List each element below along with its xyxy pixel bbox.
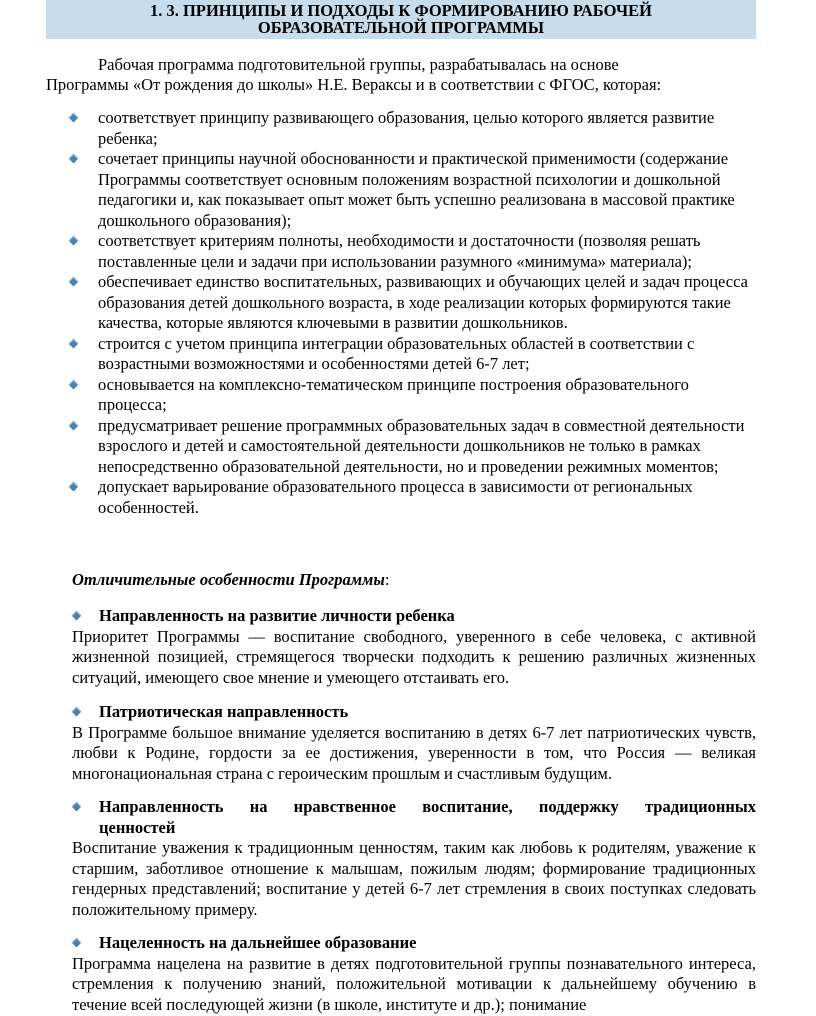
intro-line1: Рабочая программа подготовительной группы, разрабатывалась на основе xyxy=(98,55,619,74)
list-item xyxy=(70,108,758,149)
feature-heading xyxy=(72,606,756,627)
feature-heading xyxy=(72,702,756,723)
feature-heading xyxy=(72,933,756,954)
diamond-bullet-icon xyxy=(69,277,79,287)
principles-list xyxy=(70,108,758,518)
list-item xyxy=(70,334,758,375)
intro-paragraph xyxy=(46,55,758,95)
list-item-text: соответствует критериям полноты, необходимости и достаточности (позволяя решать поставленные цели и задачи при использовании разумного «минимума» материала); xyxy=(98,231,701,271)
diamond-bullet-icon xyxy=(69,482,79,492)
diamond-bullet-icon xyxy=(69,338,79,348)
diamond-bullet-icon xyxy=(69,420,79,430)
list-item-text: строится с учетом принципа интеграции образовательных областей в соответствии с возрастными возможностями и особенностями детей 6-7 лет; xyxy=(98,333,695,373)
features-title-text: Отличительные особенности Программы xyxy=(72,570,385,589)
section-header-line2: ОБРАЗОВАТЕЛЬНОЙ ПРОГРАММЫ xyxy=(257,18,545,37)
diamond-bullet-icon xyxy=(69,236,79,246)
feature-section xyxy=(72,933,756,1015)
feature-section xyxy=(72,702,756,784)
section-header-line1: 1. 3. ПРИНЦИПЫ И ПОДХОДЫ К ФОРМИРОВАНИЮ РАБОЧЕЙ xyxy=(150,1,652,20)
list-item xyxy=(70,477,758,518)
list-item-text: предусматривает решение программных образовательных задач в совместной деятельности взрослого и детей и самостоятельной деятельности дошкольников не только в рамках непосредственно образовательной деятельности, но и проведении режимных моментов; xyxy=(98,415,745,476)
list-item-text: сочетает принципы научной обоснованности и практической применимости (содержание Программы соответствует основным положениям возрастной психологии и дошкольной педагогики и, как показывает опыт может быть успешно реализована в массовой практике дошкольного образования); xyxy=(98,149,735,230)
list-item xyxy=(70,272,758,334)
feature-heading-text: Направленность на развитие личности ребенка xyxy=(99,606,455,625)
diamond-bullet-icon xyxy=(72,802,82,812)
feature-heading-continued: ценностей xyxy=(99,817,176,837)
list-item-text: обеспечивает единство воспитательных, развивающих и обучающих целей и задач процесса образования детей дошкольного возраста, в ходе реализации которых формируются такие качества, которые являются ключевыми в развитии дошкольников. xyxy=(98,272,748,332)
diamond-bullet-icon xyxy=(69,113,79,123)
intro-line2: Программы «От рождения до школы» Н.Е. Вераксы и в соответствии с ФГОС, которая: xyxy=(46,75,662,94)
diamond-bullet-icon xyxy=(72,938,82,948)
list-item xyxy=(70,375,758,416)
list-item-text: соответствует принципу развивающего образования, целью которого является развитие ребенка; xyxy=(98,108,715,148)
feature-heading-text: Направленность на нравственное воспитание, поддержку традиционных xyxy=(99,797,756,816)
diamond-bullet-icon xyxy=(69,154,79,164)
feature-heading-text: Патриотическая направленность xyxy=(99,702,349,721)
section-header xyxy=(46,0,756,39)
list-item xyxy=(70,231,758,272)
feature-body: Программа нацелена на развитие в детях подготовительной группы познавательного интереса, стремления к получению знаний, положительной мотивации к дальнейшему обучению в течение всей последующей жизни (в школе, институте и др.); понимание xyxy=(72,953,756,1014)
feature-body: Приоритет Программы — воспитание свободного, уверенного в себе человека, с активной жизненной позицией, стремящегося творчески подходить к решению различных жизненных ситуаций, имеющего свое мнение и умеющего отстаивать его. xyxy=(72,626,756,687)
diamond-bullet-icon xyxy=(69,379,79,389)
feature-section xyxy=(72,606,756,688)
list-item-text: допускает варьирование образовательного процесса в зависимости от региональных особенностей. xyxy=(98,477,693,517)
feature-heading-text: Нацеленность на дальнейшее образование xyxy=(99,933,417,952)
list-item xyxy=(70,149,758,231)
feature-section xyxy=(72,797,756,920)
list-item xyxy=(70,416,758,478)
feature-heading xyxy=(72,797,756,818)
feature-body: Воспитание уважения к традиционным ценностям, таким как любовь к родителям, уважение к старшим, заботливое отношение к малышам, пожилым людям; формирование традиционных гендерных представлений; воспитание у детей 6-7 лет стремления в своих поступках следовать положительному примеру. xyxy=(72,838,756,919)
diamond-bullet-icon xyxy=(72,611,82,621)
diamond-bullet-icon xyxy=(72,707,82,717)
list-item-text: основывается на комплексно-тематическом принципе построения образовательного процесса; xyxy=(98,374,689,414)
features-title xyxy=(72,570,389,590)
feature-body: В Программе большое внимание уделяется воспитанию в детях 6-7 лет патриотических чувств, любви к Родине, гордости за ее достижения, уверенности в том, что Россия — великая многонациональная страна с героическим прошлым и счастливым будущим. xyxy=(72,722,756,783)
features-title-colon: : xyxy=(384,570,390,589)
